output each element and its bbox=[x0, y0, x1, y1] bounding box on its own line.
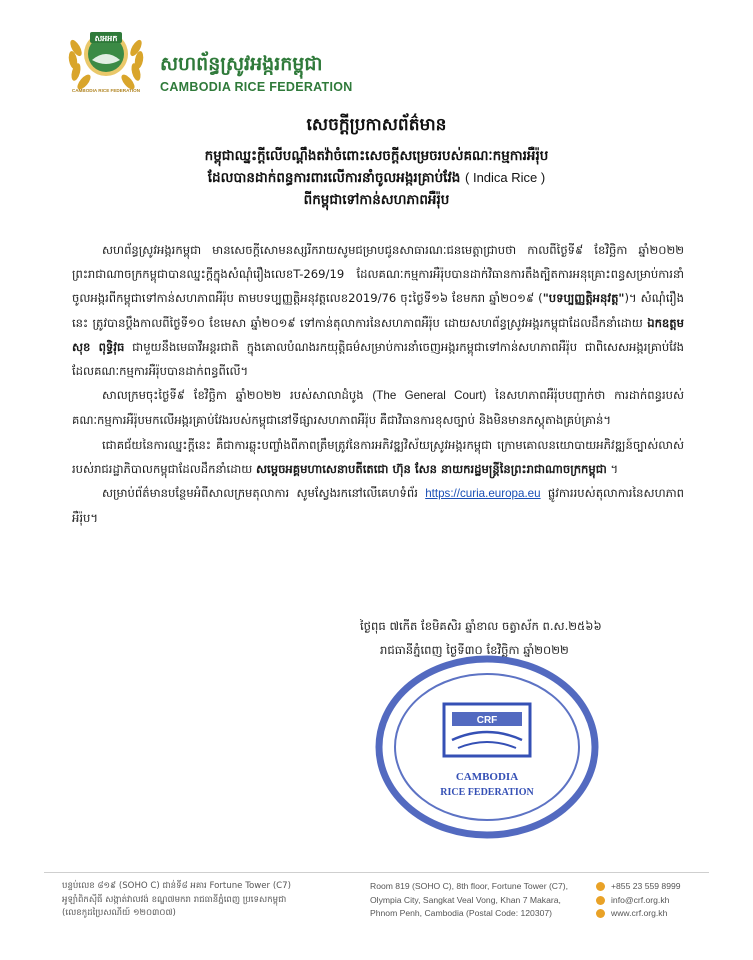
curia-link[interactable]: https://curia.europa.eu bbox=[425, 487, 541, 501]
footer-en-line-2: Olympia City, Sangkat Veal Vong, Khan 7 Makara, bbox=[370, 894, 561, 905]
paragraph-1-text-c: ជាមួយនឹងមេធាវីអន្តរជាតិ ក្នុងគោលបំណងរកយុត្តិធម៌សម្រាប់ការនាំចេញអង្ករកម្ពុជាទៅកាន់សហភាពអឺរ៉ុប ជាពិសេសអង្ករគ្រាប់វែងដែលគណៈកម្មការអឺរ៉ុបបានដាក់ពន្ធពីលើ។ bbox=[72, 339, 684, 379]
paragraph-1-text-b: )។ សំណុំរឿងនេះ ត្រូវបានប្តឹងកាលពីថ្ងៃទី១០ ខែមេសា ឆ្នាំ២០១៩ ទៅកាន់តុលាការនៃសហភាពអឺរ៉ុប ដោយសហព័ន្ធស្រូវអង្ករកម្ពុជាដែលដឹកនាំដោយ bbox=[72, 291, 685, 330]
footer-phone: +855 23 559 8999 bbox=[611, 881, 681, 891]
footer-website[interactable]: www.crf.org.kh bbox=[611, 908, 668, 918]
phone-icon bbox=[596, 882, 605, 891]
title-line-2-text: ដែលបានដាក់ពន្ធការពារលើការនាំចូលអង្ករគ្រាប់វែង bbox=[207, 170, 461, 186]
official-stamp-icon bbox=[372, 652, 602, 842]
logo-caption: CAMBODIA RICE FEDERATION bbox=[71, 88, 141, 93]
crf-logo-icon bbox=[62, 18, 150, 96]
stamp-line-2: RICE FEDERATION bbox=[440, 787, 534, 798]
press-body bbox=[72, 238, 684, 530]
footer-email[interactable]: info@crf.org.kh bbox=[611, 894, 670, 905]
paragraph-3-text-a: ជោគជ័យនៃការឈ្នះក្តីនេះ គឺជាការឆ្លុះបញ្ចាំងពីភាពត្រឹមត្រូវនៃការអភិវឌ្ឍវិស័យស្រូវអង្ករកម្ពុជា ក្រោមគោលនយោបាយអភិវឌ្ឍន៍ច្បាស់លាស់របស់រាជរដ្ឋាភិបាលកម្ពុជាដែលដឹកនាំដោយ bbox=[72, 437, 684, 476]
footer-web-row[interactable] bbox=[596, 907, 726, 921]
paragraph-3 bbox=[72, 433, 684, 481]
paragraph-1-text-a: សហព័ន្ធស្រូវអង្ករកម្ពុជា មានសេចក្តីសោមនស្សរីករាយសូមជម្រាបជូនសាធារណៈជនមេត្តាជ្រាបថា កាលពីថ្ងៃទី៩ ខែវិច្ឆិកា ឆ្នាំ២០២២ ព្រះរាជាណាចក្រកម្ពុជាបានឈ្នះក្តីក្នុងសំណុំរឿងលេខT-269/19 ដែលគណៈកម្មការអឺរ៉ុបបានដាក់វិធានការតឹងត្បិតការអនុគ្រោះពន្ធសម្រាប់ការនាំចូលអង្ករពីកម្ពុជាទៅកាន់សហភាពអឺរ៉ុប តាមបទប្បញ្ញត្តិអនុវត្តលេខ2019/76 ចុះថ្ងៃទី១៦ ខែមករា ឆ្នាំ២០១៩ ( bbox=[72, 243, 684, 306]
org-name-english: CAMBODIA RICE FEDERATION bbox=[160, 80, 353, 94]
paragraph-2-text-a: សាលក្រមចុះថ្ងៃទី៩ ខែវិច្ឆិកា ឆ្នាំ២០២២ របស់សាលាដំបូង bbox=[102, 388, 364, 403]
footer-kh-line-1: បន្ទប់លេខ ៨១៩ (SOHO C) ជាន់ទី៨ អគារ Fortune Tower (C7) bbox=[62, 881, 291, 891]
footer-address-khmer bbox=[62, 880, 312, 921]
president-name: ឯកឧត្តម សុខ ពុទ្ធិវុធ bbox=[72, 315, 685, 354]
footer-kh-line-3: (លេខកូដប្រៃសណីយ៍ ១២០៣០៧) bbox=[62, 908, 176, 918]
footer-phone-row bbox=[596, 880, 726, 894]
stamp-center-text: CRF bbox=[476, 715, 498, 726]
title-line-3: ពីកម្ពុជាទៅកាន់សហភាពអឺរ៉ុប bbox=[303, 192, 450, 208]
footer-divider bbox=[44, 872, 709, 873]
title-line-1: កម្ពុជាឈ្នះក្តីលើបណ្តឹងតវ៉ាចំពោះសេចក្តីសម្រេចរបស់គណៈកម្មការអឺរ៉ុប bbox=[204, 148, 549, 164]
globe-icon bbox=[596, 909, 605, 918]
footer-en-line-3: Phnom Penh, Cambodia (Postal Code: 120307) bbox=[370, 908, 553, 918]
lunar-date: ថ្ងៃពុធ ៧កើត ខែមិគសិរ ឆ្នាំខាល ចត្វាស័ក ព.ស.២៥៦៦ bbox=[360, 619, 602, 633]
paragraph-4-text-b: ផ្លូវការរបស់តុលាការនៃសហភាពអឺរ៉ុប។ bbox=[72, 486, 685, 526]
email-icon bbox=[596, 896, 605, 905]
footer bbox=[0, 880, 753, 950]
paragraph-2-text-b: នៃសហភាពអឺរ៉ុបបញ្ជាក់ថា ការដាក់ពន្ធរបស់គណៈកម្មការអឺរ៉ុបមកលើអង្ករគ្រាប់វែងរបស់កម្ពុជានៅទីផ្សារសហភាពអឺរ៉ុប គឺជាវិធានការខុសច្បាប់ និងមិនមានភស្តុតាងគ្រប់គ្រាន់។ bbox=[72, 388, 685, 428]
paragraph-4-text-a: សម្រាប់ព័ត៌មានបន្ថែមអំពីសាលក្រមតុលាការ សូមស្វែងរកនៅលើគេហទំព័រ bbox=[102, 486, 418, 501]
paragraph-1 bbox=[72, 238, 684, 383]
footer-en-line-1: Room 819 (SOHO C), 8th floor, Fortune Tower (C7), bbox=[370, 881, 569, 891]
footer-email-row[interactable] bbox=[596, 894, 726, 908]
title-line-2 bbox=[40, 167, 713, 189]
footer-kh-line-2: អូឡាំពិកស៊ីធី សង្កាត់វាលវង់ ខណ្ឌ៧មករា រាជធានីភ្នំពេញ ប្រទេសកម្ពុជា bbox=[62, 894, 287, 905]
paragraph-2 bbox=[72, 383, 684, 432]
solar-date: រាជធានីភ្នំពេញ ថ្ងៃទី៣០ ខែវិច្ឆិកា ឆ្នាំ២០២២ bbox=[380, 643, 569, 657]
footer-contact bbox=[596, 880, 726, 921]
footer-address-english bbox=[370, 880, 570, 921]
prime-minister-name: សម្តេចអគ្គមហាសេនាបតីតេជោ ហ៊ុន សែន នាយករដ្ឋមន្ត្រីនៃព្រះរាជាណាចក្រកម្ពុជា bbox=[256, 461, 607, 476]
press-title-block bbox=[40, 114, 713, 211]
stamp-line-1: CAMBODIA bbox=[455, 771, 519, 783]
letterhead bbox=[62, 18, 682, 98]
title-indica-rice: ( Indica Rice ) bbox=[465, 170, 546, 185]
press-release-heading: សេចក្តីប្រកាសព័ត៌មាន bbox=[306, 115, 447, 135]
paragraph-3-text-b: ។ bbox=[610, 461, 619, 476]
org-name-khmer: សហព័ន្ធស្រូវអង្ករកម្ពុជា bbox=[160, 53, 323, 75]
paragraph-4 bbox=[72, 481, 684, 530]
logo-text: សអអក bbox=[94, 34, 118, 43]
regulation-term: "បទប្បញ្ញត្តិអនុវត្ត" bbox=[542, 291, 625, 306]
general-court-term: (The General Court) bbox=[372, 389, 487, 403]
